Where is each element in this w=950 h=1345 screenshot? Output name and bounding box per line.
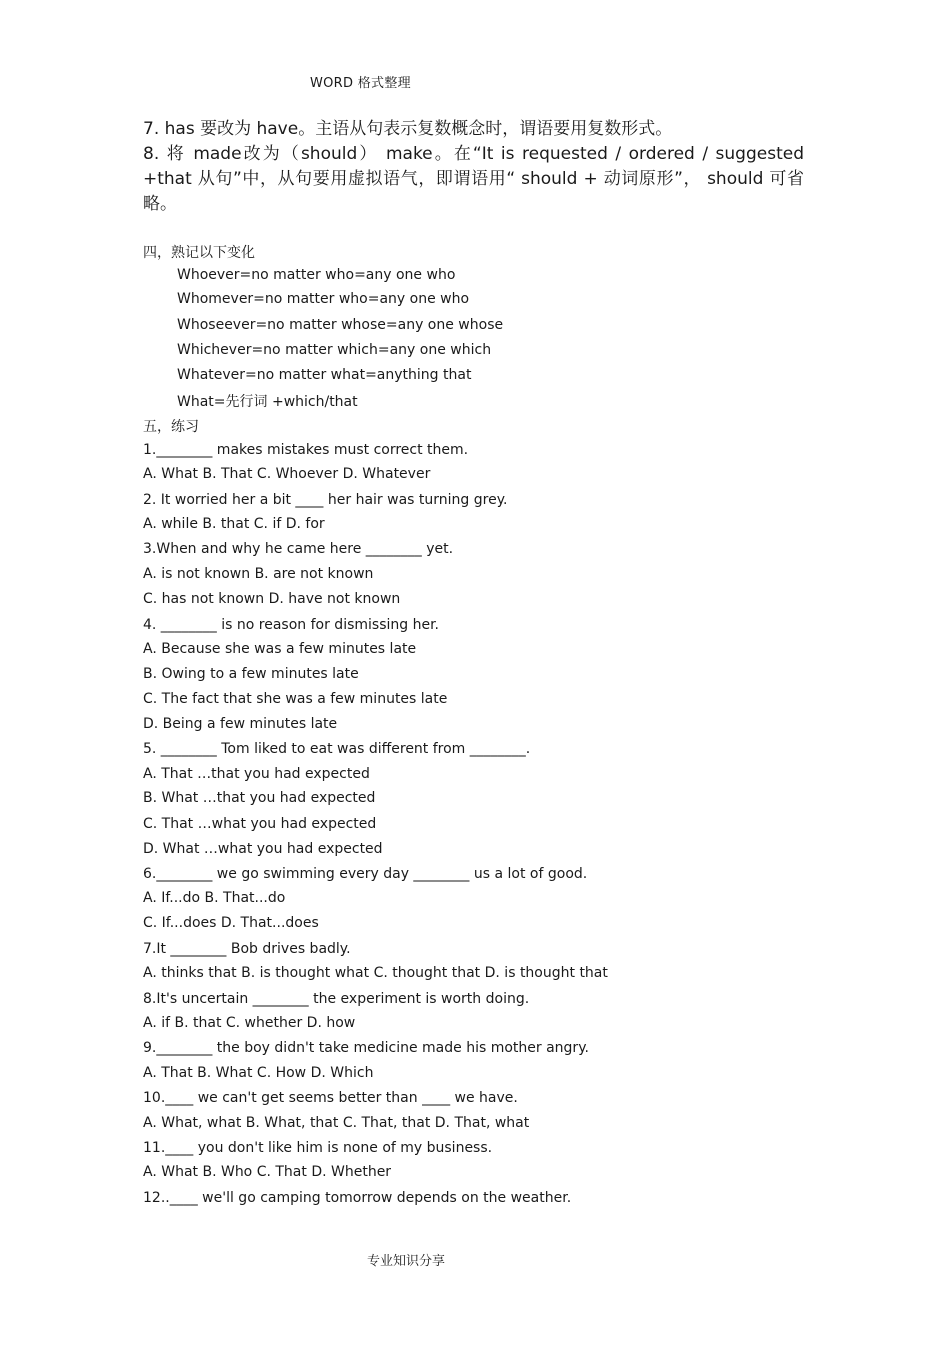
question-2: 2. It worried her a bit ____ her hair was turning grey. xyxy=(143,492,508,508)
option-4c: C. The fact that she was a few minutes late xyxy=(143,691,448,707)
options-9: A. That B. What C. How D. Which xyxy=(143,1065,374,1081)
question-4: 4. ________ is no reason for dismissing her. xyxy=(143,617,439,633)
options-2: A. while B. that C. if D. for xyxy=(143,516,325,532)
question-5: 5. ________ Tom liked to eat was different from ________. xyxy=(143,741,531,757)
section-5-title: 五，练习 xyxy=(143,419,199,435)
rule-item: Whichever=no matter which=any one which xyxy=(177,342,492,358)
rule-item: What=先行词 +which/that xyxy=(177,394,358,410)
question-3: 3.When and why he came here ________ yet. xyxy=(143,541,454,557)
option-5a: A. That …that you had expected xyxy=(143,766,370,782)
answer-notes xyxy=(143,117,804,217)
rule-item: Whomever=no matter who=any one who xyxy=(177,291,470,307)
question-6: 6.________ we go swimming every day ________ us a lot of good. xyxy=(143,866,588,882)
rule-item: Whoseever=no matter whose=any one whose xyxy=(177,317,504,333)
note-8: 8. 将 made改为（should） make。在“It is requested / ordered / suggested +that 从句”中，从句要用虚拟语气，即谓语用“ should + 动词原形”， should 可省略。 xyxy=(143,144,804,214)
options-8: A. if B. that C. whether D. how xyxy=(143,1015,356,1031)
question-1: 1.________ makes mistakes must correct them. xyxy=(143,442,469,458)
option-5b: B. What …that you had expected xyxy=(143,790,376,806)
question-7: 7.It ________ Bob drives badly. xyxy=(143,941,351,957)
options-6a: A. If...do B. That...do xyxy=(143,890,286,906)
rule-item: Whoever=no matter who=any one who xyxy=(177,267,456,283)
note-7: 7. has 要改为 have。主语从句表示复数概念时，谓语要用复数形式。 xyxy=(143,119,673,139)
question-11: 11.____ you don't like him is none of my business. xyxy=(143,1140,493,1156)
option-5d: D. What …what you had expected xyxy=(143,841,383,857)
option-4a: A. Because she was a few minutes late xyxy=(143,641,417,657)
options-6b: C. If...does D. That...does xyxy=(143,915,319,931)
options-7: A. thinks that B. is thought what C. thought that D. is thought that xyxy=(143,965,608,981)
page-header: WORD 格式整理 xyxy=(310,76,411,91)
question-12: 12..____ we'll go camping tomorrow depends on the weather. xyxy=(143,1190,572,1206)
option-4b: B. Owing to a few minutes late xyxy=(143,666,359,682)
rule-item: Whatever=no matter what=anything that xyxy=(177,367,472,383)
question-9: 9.________ the boy didn't take medicine made his mother angry. xyxy=(143,1040,589,1056)
question-10: 10.____ we can't get seems better than ____ we have. xyxy=(143,1090,518,1106)
options-3b: C. has not known D. have not known xyxy=(143,591,401,607)
options-10: A. What, what B. What, that C. That, that D. That, what xyxy=(143,1115,530,1131)
options-11: A. What B. Who C. That D. Whether xyxy=(143,1164,392,1180)
option-5c: C. That …what you had expected xyxy=(143,816,377,832)
question-8: 8.It's uncertain ________ the experiment is worth doing. xyxy=(143,991,530,1007)
option-4d: D. Being a few minutes late xyxy=(143,716,338,732)
options-1: A. What B. That C. Whoever D. Whatever xyxy=(143,466,431,482)
section-4-title: 四，熟记以下变化 xyxy=(143,245,255,261)
page-footer: 专业知识分享 xyxy=(367,1254,446,1269)
options-3a: A. is not known B. are not known xyxy=(143,566,374,582)
